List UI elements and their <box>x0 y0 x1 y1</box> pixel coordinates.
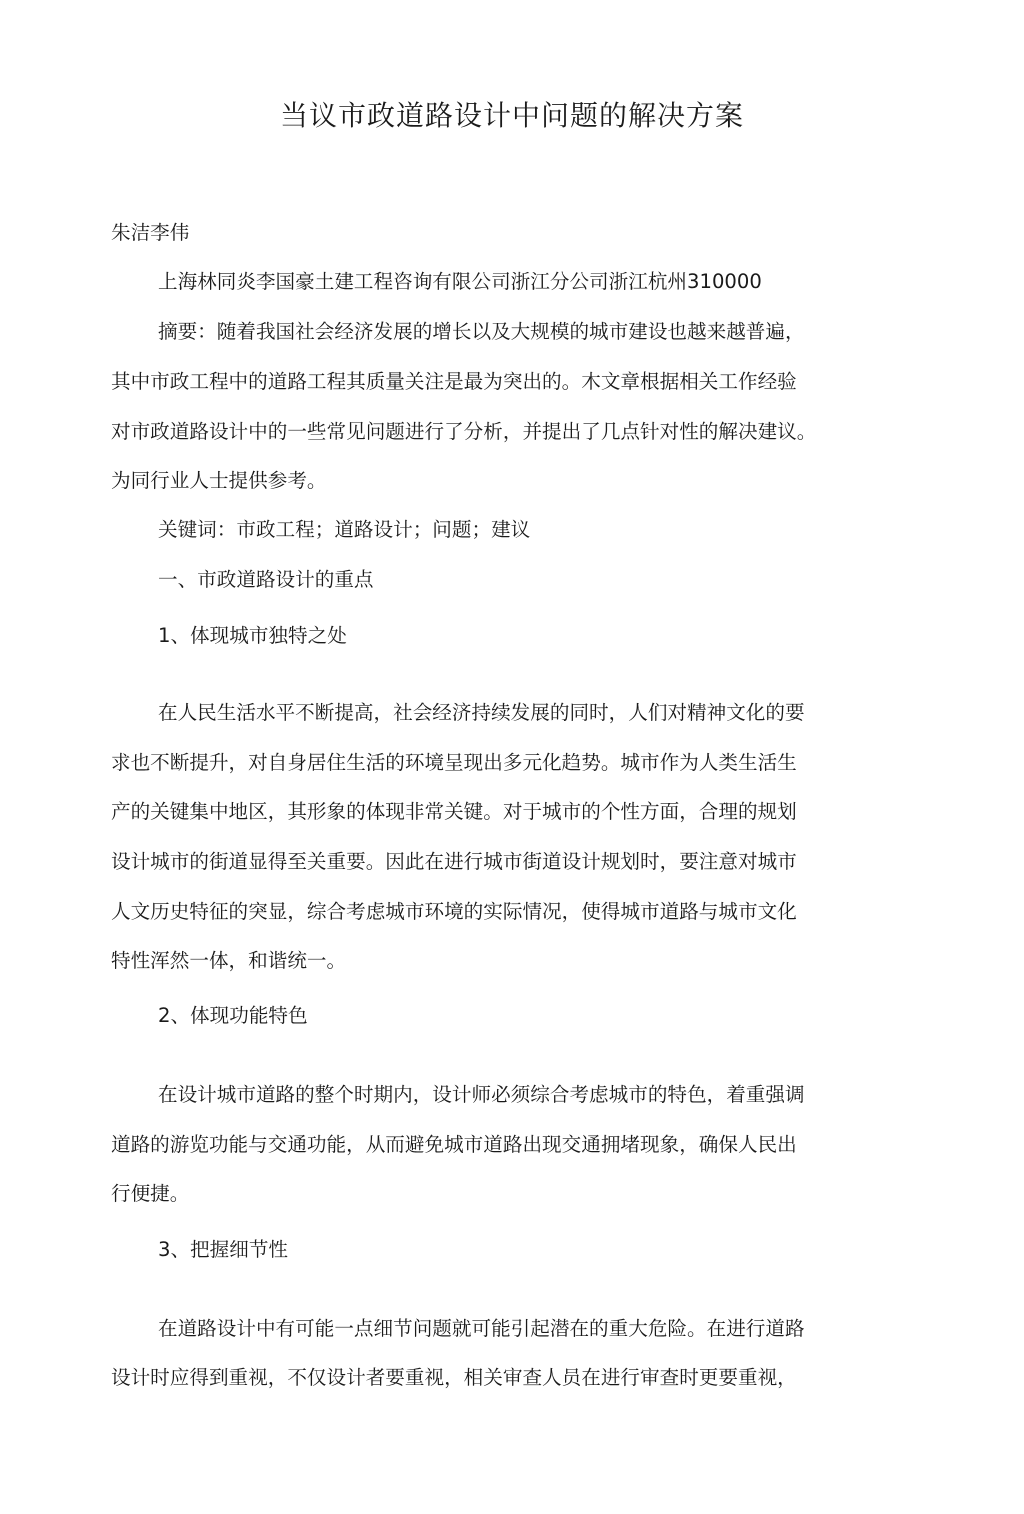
abstract-line: 摘要：随着我国社会经济发展的增长以及大规模的城市建设也越来越普遍， <box>158 320 805 343</box>
paragraph-line: 人文历史特征的突显，综合考虑城市环境的实际情况，使得城市道路与城市文化 <box>111 900 797 923</box>
paragraph-line: 行便捷。 <box>111 1182 190 1205</box>
paragraph-line: 在设计城市道路的整个时期内，设计师必须综合考虑城市的特色，着重强调 <box>158 1083 805 1106</box>
keywords-line: 关键词：市政工程；道路设计；问题；建议 <box>158 518 531 541</box>
abstract-line: 为同行业人士提供参考。 <box>111 469 327 492</box>
subsection-heading: 3、把握细节性 <box>158 1238 289 1261</box>
section-heading: 一、市政道路设计的重点 <box>158 568 374 591</box>
abstract-line: 对市政道路设计中的一些常见问题进行了分析，并提出了几点针对性的解决建议。 <box>111 420 817 443</box>
document-title: 当议市政道路设计中问题的解决方案 <box>279 99 744 132</box>
subsection-heading: 1、体现城市独特之处 <box>158 624 347 647</box>
paragraph-line: 产的关键集中地区，其形象的体现非常关键。对于城市的个性方面，合理的规划 <box>111 800 797 823</box>
author-affiliation: 上海林同炎李国豪土建工程咨询有限公司浙江分公司浙江杭州310000 <box>158 270 762 293</box>
paragraph-line: 在人民生活水平不断提高，社会经济持续发展的同时，人们对精神文化的要 <box>158 701 805 724</box>
paragraph-line: 在道路设计中有可能一点细节问题就可能引起潜在的重大危险。在进行道路 <box>158 1317 805 1340</box>
abstract-line: 其中市政工程中的道路工程其质量关注是最为突出的。木文章根据相关工作经验 <box>111 370 797 393</box>
author-names: 朱洁李伟 <box>111 221 190 244</box>
paragraph-line: 设计时应得到重视，不仅设计者要重视，相关审查人员在进行审查时更要重视， <box>111 1366 797 1389</box>
subsection-heading: 2、体现功能特色 <box>158 1004 308 1027</box>
paragraph-line: 道路的游览功能与交通功能，从而避免城市道路出现交通拥堵现象，确保人民出 <box>111 1133 797 1156</box>
paragraph-line: 特性浑然一体，和谐统一。 <box>111 949 347 972</box>
paragraph-line: 求也不断提升，对自身居住生活的环境呈现出多元化趋势。城市作为人类生活生 <box>111 751 797 774</box>
paragraph-line: 设计城市的街道显得至关重要。因此在进行城市街道设计规划时，要注意对城市 <box>111 850 797 873</box>
